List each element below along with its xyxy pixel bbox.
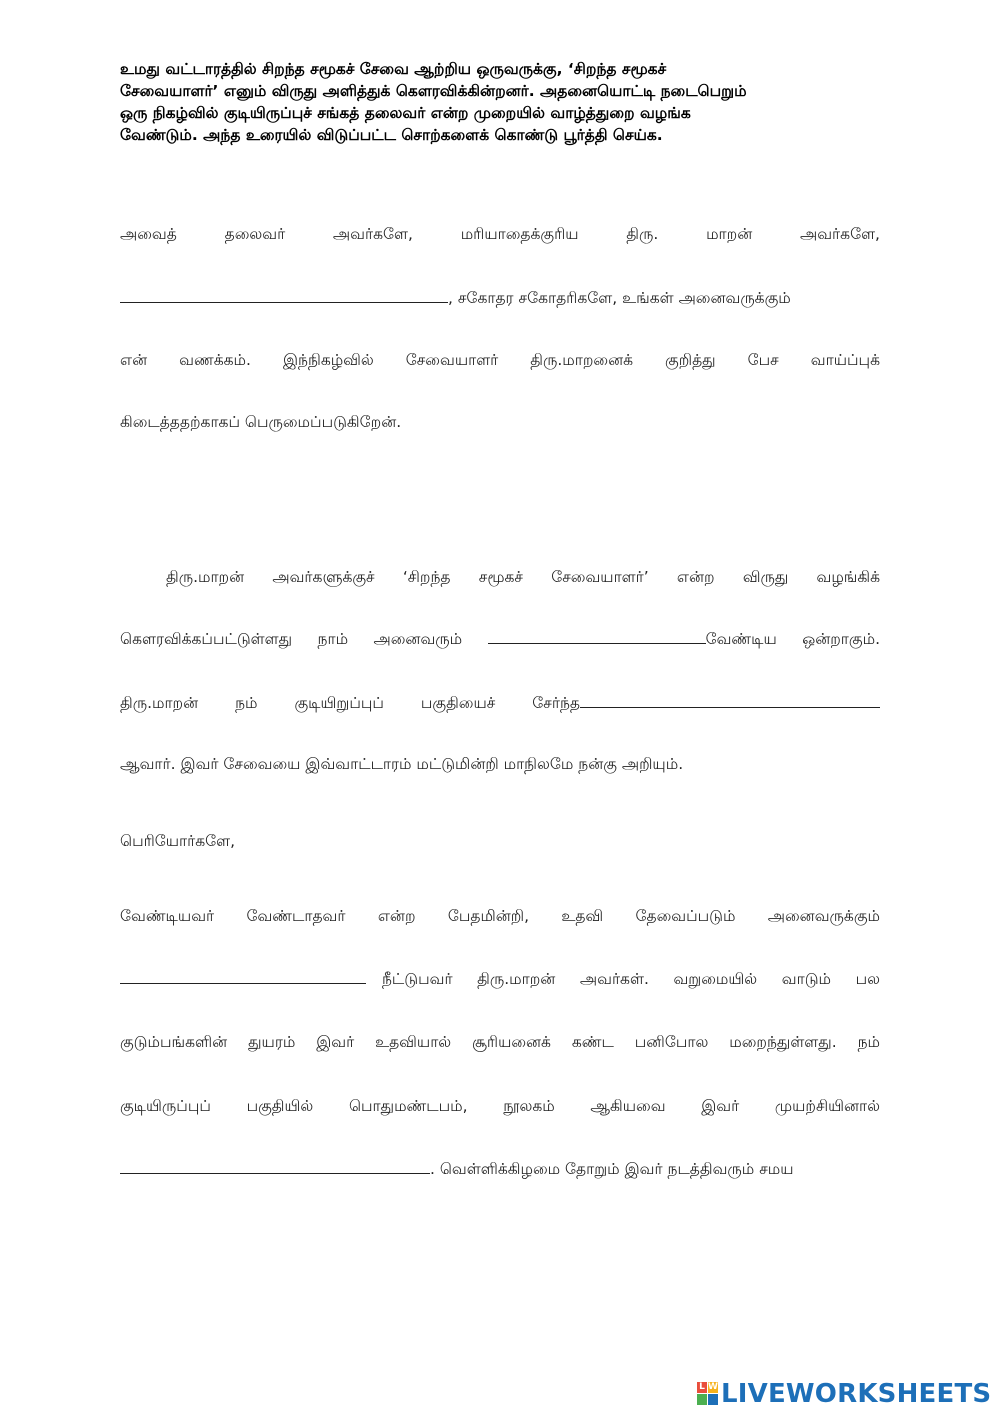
answer-blank-5[interactable] — [120, 1158, 430, 1174]
logo-letter: L — [697, 1382, 707, 1393]
instruction-line: வேண்டும். அந்த உரையில் விடுப்பட்ட சொற்களைக் கொண்டு பூர்த்தி செய்க. — [120, 126, 663, 144]
text-line — [120, 1157, 880, 1181]
answer-blank-1[interactable] — [120, 287, 448, 303]
paragraph-greeting-line3 — [120, 348, 880, 372]
logo-block — [697, 1394, 707, 1405]
text-line — [120, 565, 880, 589]
text-line — [120, 627, 880, 651]
text-line: ஆவார். இவர் சேவையை இவ்வாட்டாரம் மட்டுமின்றி மாநிலமே நன்கு அறியும். — [120, 755, 684, 773]
paragraph-award-line4 — [120, 752, 880, 776]
text-line: குடும்பங்களின் துயரம் இவர் உதவியால் சூரியனைக் கண்ட பனிபோல மறைந்துள்ளது. நம் — [120, 1033, 880, 1051]
text-segment: , சகோதர சகோதரிகளே, உங்கள் அனைவருக்கும் — [448, 289, 791, 307]
text-segment: திரு.மாறன் நம் குடியிறுப்புப் பகுதியைச் சேர்ந்த — [120, 694, 580, 712]
instruction-line: உமது வட்டாரத்தில் சிறந்த சமூகச் சேவை ஆற்றிய ஒருவருக்கு, ‘சிறந்த சமூகச் — [120, 60, 667, 78]
salutation: பெரியோர்களே, — [120, 832, 236, 850]
liveworksheets-logo[interactable] — [697, 1378, 991, 1410]
instruction-line: ஒரு நிகழ்வில் குடியிருப்புச் சங்கத் தலைவர் என்ற முறையில் வாழ்த்துறை வழங்க — [120, 104, 691, 122]
logo-mark-icon — [697, 1382, 719, 1406]
paragraph-service-line3 — [120, 1030, 880, 1054]
text-line: அவைத் தலைவர் அவர்களே, மரியாதைக்குரிய திரு. மாறன் அவர்களே, — [120, 225, 880, 243]
paragraph-greeting-line4 — [120, 410, 880, 434]
paragraph-service-line1 — [120, 904, 880, 928]
logo-text: LIVEWORKSHEETS — [721, 1379, 992, 1409]
salutation-block — [120, 829, 880, 853]
paragraph-award-line3 — [120, 691, 880, 715]
paragraph-award-line2 — [120, 627, 880, 651]
logo-letter: W — [708, 1382, 718, 1392]
text-line — [120, 286, 880, 310]
text-segment: . வெள்ளிக்கிழமை தோறும் இவர் நடத்திவரும் சமய — [430, 1160, 794, 1178]
paragraph-greeting — [120, 222, 880, 246]
paragraph-service-line2 — [120, 967, 880, 991]
logo-block — [708, 1394, 718, 1405]
paragraph-award-line1 — [120, 565, 880, 589]
instruction-line: சேவையாளர்’ எனும் விருது அளித்துக் கௌரவிக்கின்றனர். அதனையொட்டி நடைபெறும் — [120, 82, 747, 100]
answer-blank-4[interactable] — [120, 968, 366, 984]
text-segment: திரு.மாறன் அவர்களுக்குச் ‘சிறந்த சமூகச் சேவையாளர்’ என்ற விருது வழங்கிக் — [166, 568, 880, 586]
paragraph-greeting-line2 — [120, 286, 880, 310]
text-segment: வேண்டிய ஒன்றாகும். — [705, 630, 880, 648]
instructions — [120, 58, 880, 146]
text-line: குடியிருப்புப் பகுதியில் பொதுமண்டபம், நூலகம் ஆகியவை இவர் முயற்சியினால் — [120, 1097, 880, 1115]
answer-blank-2[interactable] — [488, 628, 706, 644]
text-line: கிடைத்ததற்காகப் பெருமைப்படுகிறேன். — [120, 413, 402, 431]
text-segment: கௌரவிக்கப்பட்டுள்ளது நாம் அனைவரும் — [120, 630, 488, 648]
paragraph-service-line4 — [120, 1094, 880, 1118]
text-line: என் வணக்கம். இந்நிகழ்வில் சேவையாளர் திரு.மாறனைக் குறித்து பேச வாய்ப்புக் — [120, 351, 880, 369]
paragraph-service-line5 — [120, 1157, 880, 1181]
text-line: வேண்டியவர் வேண்டாதவர் என்ற பேதமின்றி, உதவி தேவைப்படும் அனைவருக்கும் — [120, 907, 880, 925]
text-line — [120, 967, 880, 991]
text-line — [120, 691, 880, 715]
text-segment: நீட்டுபவர் திரு.மாறன் அவர்கள். வறுமையில் வாடும் பல — [382, 970, 880, 988]
answer-blank-3[interactable] — [580, 692, 880, 708]
